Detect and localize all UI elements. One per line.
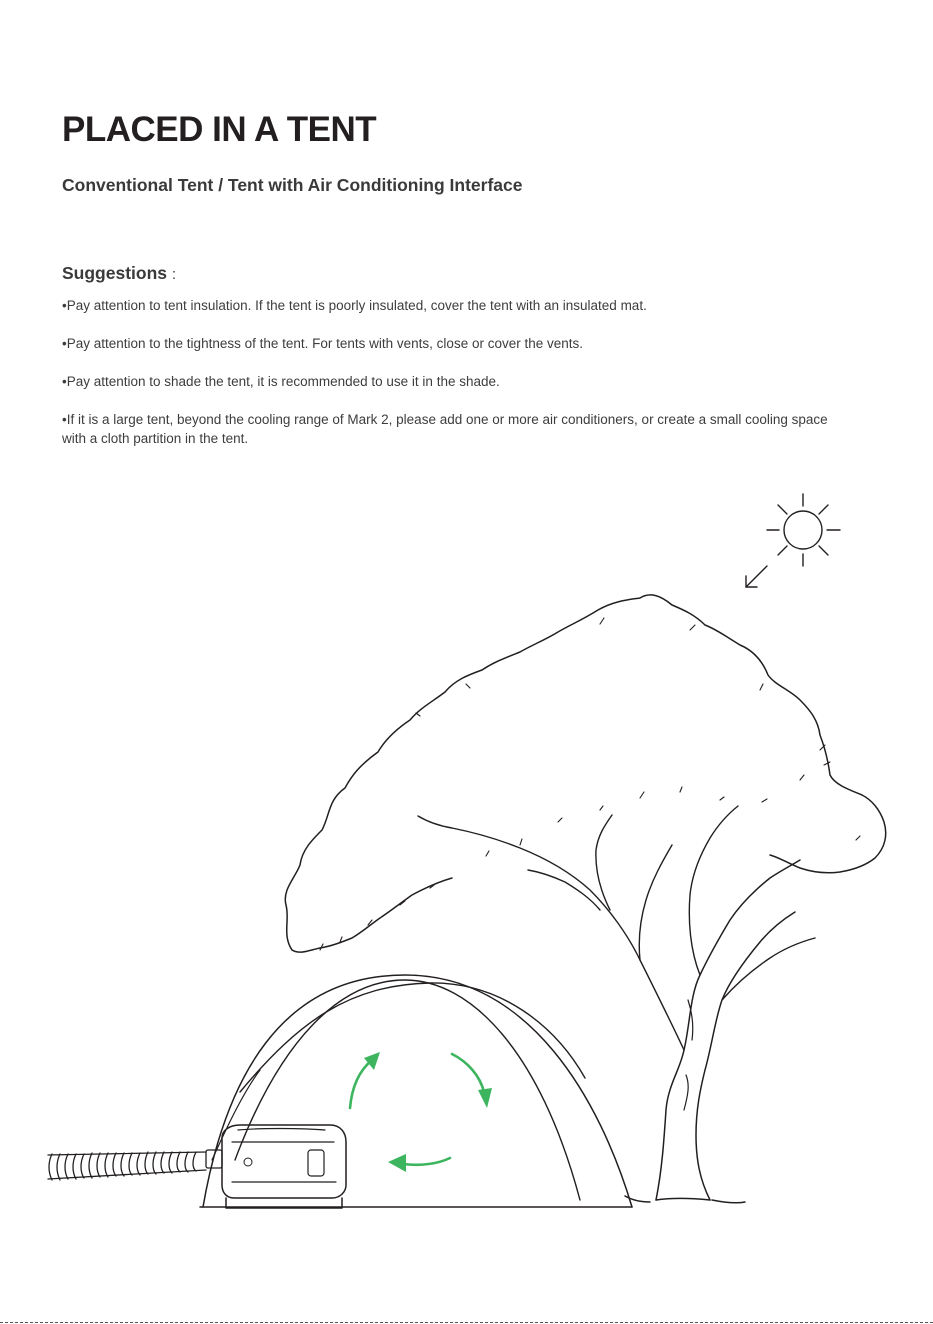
sun-icon (767, 494, 840, 566)
page-bottom-divider (0, 1322, 933, 1323)
air-conditioner-icon (206, 1125, 346, 1208)
suggestions-heading-label: Suggestions (62, 263, 168, 283)
suggestions-colon: : (171, 266, 177, 283)
suggestion-item: •Pay attention to tent insulation. If the tent is poorly insulated, cover the tent with an insulated mat. (62, 298, 647, 313)
suggestions-heading (62, 263, 176, 284)
airflow-arrows-icon (350, 1052, 492, 1172)
suggestion-item: •Pay attention to shade the tent, it is recommended to use it in the shade. (62, 374, 500, 389)
suggestion-item: •Pay attention to the tightness of the tent. For tents with vents, close or cover the vents. (62, 336, 584, 351)
tent-illustration (0, 480, 933, 1240)
suggestions-list (62, 296, 852, 467)
exhaust-hose-icon (48, 1152, 206, 1180)
page-title: PLACED IN A TENT (62, 110, 377, 149)
tree-icon (285, 595, 885, 1203)
tent-icon (200, 975, 632, 1207)
suggestion-item: •If it is a large tent, beyond the cooling range of Mark 2, please add one or more air conditioners, or create a small cooling space with a cloth partition in the tent. (62, 412, 828, 446)
sunlight-arrow-icon (746, 566, 767, 587)
page-subtitle: Conventional Tent / Tent with Air Conditioning Interface (62, 175, 523, 195)
